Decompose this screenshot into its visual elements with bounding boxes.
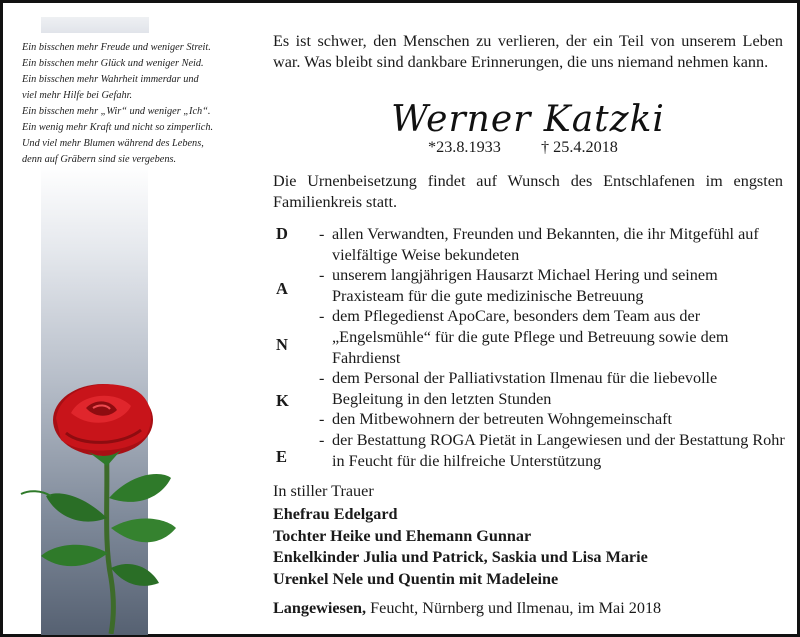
danke-letter: N bbox=[276, 335, 288, 354]
death-date: † 25.4.2018 bbox=[541, 138, 618, 156]
family-member: Enkelkinder Julia und Patrick, Saskia und Lisa Marie bbox=[273, 548, 648, 566]
danke-letter: A bbox=[276, 279, 288, 298]
family-list bbox=[273, 504, 648, 590]
list-item: - der Bestattung ROGA Pietät in Langewiesen und der Bestattung Rohr in Feucht für die hilfreiche Unterstützung bbox=[319, 430, 785, 470]
poem-line: Und viel mehr Blumen während des Lebens, bbox=[22, 138, 204, 149]
list-item: - dem Personal der Palliativstation Ilmenau für die liebevolle Begleitung in den letzten Stunden bbox=[319, 369, 718, 408]
poem-line: Ein bisschen mehr Wahrheit immerdar und bbox=[22, 74, 199, 85]
poem-line: Ein bisschen mehr Freude und weniger Streit. bbox=[22, 42, 211, 53]
poem-line: denn auf Gräbern sind sie vergebens. bbox=[22, 154, 177, 165]
birth-date: *23.8.1933 bbox=[428, 138, 501, 156]
list-item: - dem Pflegedienst ApoCare, besonders dem Team aus der „Engelsmühle“ für die gute Pflege und Betreuung sowie dem Fahrdienst bbox=[319, 307, 729, 367]
mourning-label: In stiller Trauer bbox=[273, 482, 374, 500]
place-date bbox=[273, 599, 661, 618]
burial-notice: Die Urnenbeisetzung findet auf Wunsch des Entschlafenen im engsten Familienkreis statt. bbox=[273, 172, 783, 211]
decorative-strip bbox=[41, 17, 149, 33]
danke-letter: D bbox=[276, 224, 288, 243]
poem-line: Ein bisschen mehr Glück und weniger Neid. bbox=[22, 58, 204, 69]
deceased-name: Werner Katzki bbox=[391, 99, 665, 140]
danke-letter: E bbox=[276, 447, 288, 466]
poem bbox=[22, 40, 247, 168]
danke-letter: K bbox=[276, 391, 289, 410]
intro-text: Es ist schwer, den Menschen zu verlieren, der ein Teil von unserem Leben war. Was bleibt sind dankbare Erinnerungen, die uns niemand nehmen kann. bbox=[273, 32, 783, 71]
poem-line: viel mehr Hilfe bei Gefahr. bbox=[22, 90, 133, 101]
poem-line: Ein wenig mehr Kraft und nicht so zimperlich. bbox=[22, 122, 214, 133]
place-rest: Feucht, Nürnberg und Ilmenau, im Mai 2018 bbox=[366, 599, 662, 617]
family-member: Urenkel Nele und Quentin mit Madeleine bbox=[273, 569, 559, 588]
list-item: - allen Verwandten, Freunden und Bekannten, die ihr Mitgefühl auf vielfältige Weise bekundeten bbox=[319, 225, 759, 264]
place-primary: Langewiesen, bbox=[273, 599, 367, 617]
rose-icon bbox=[11, 378, 186, 634]
family-member: Tochter Heike und Ehemann Gunnar bbox=[273, 526, 532, 545]
list-item: - unserem langjährigen Hausarzt Michael Hering und seinem Praxisteam für die gute medizinische Betreuung bbox=[319, 266, 718, 305]
family-member: Ehefrau Edelgard bbox=[273, 505, 398, 523]
thanks-list bbox=[319, 224, 789, 471]
poem-line: Ein bisschen mehr „Wir“ und weniger „Ich“. bbox=[22, 106, 211, 117]
list-item: - den Mitbewohnern der betreuten Wohngemeinschaft bbox=[319, 410, 673, 429]
